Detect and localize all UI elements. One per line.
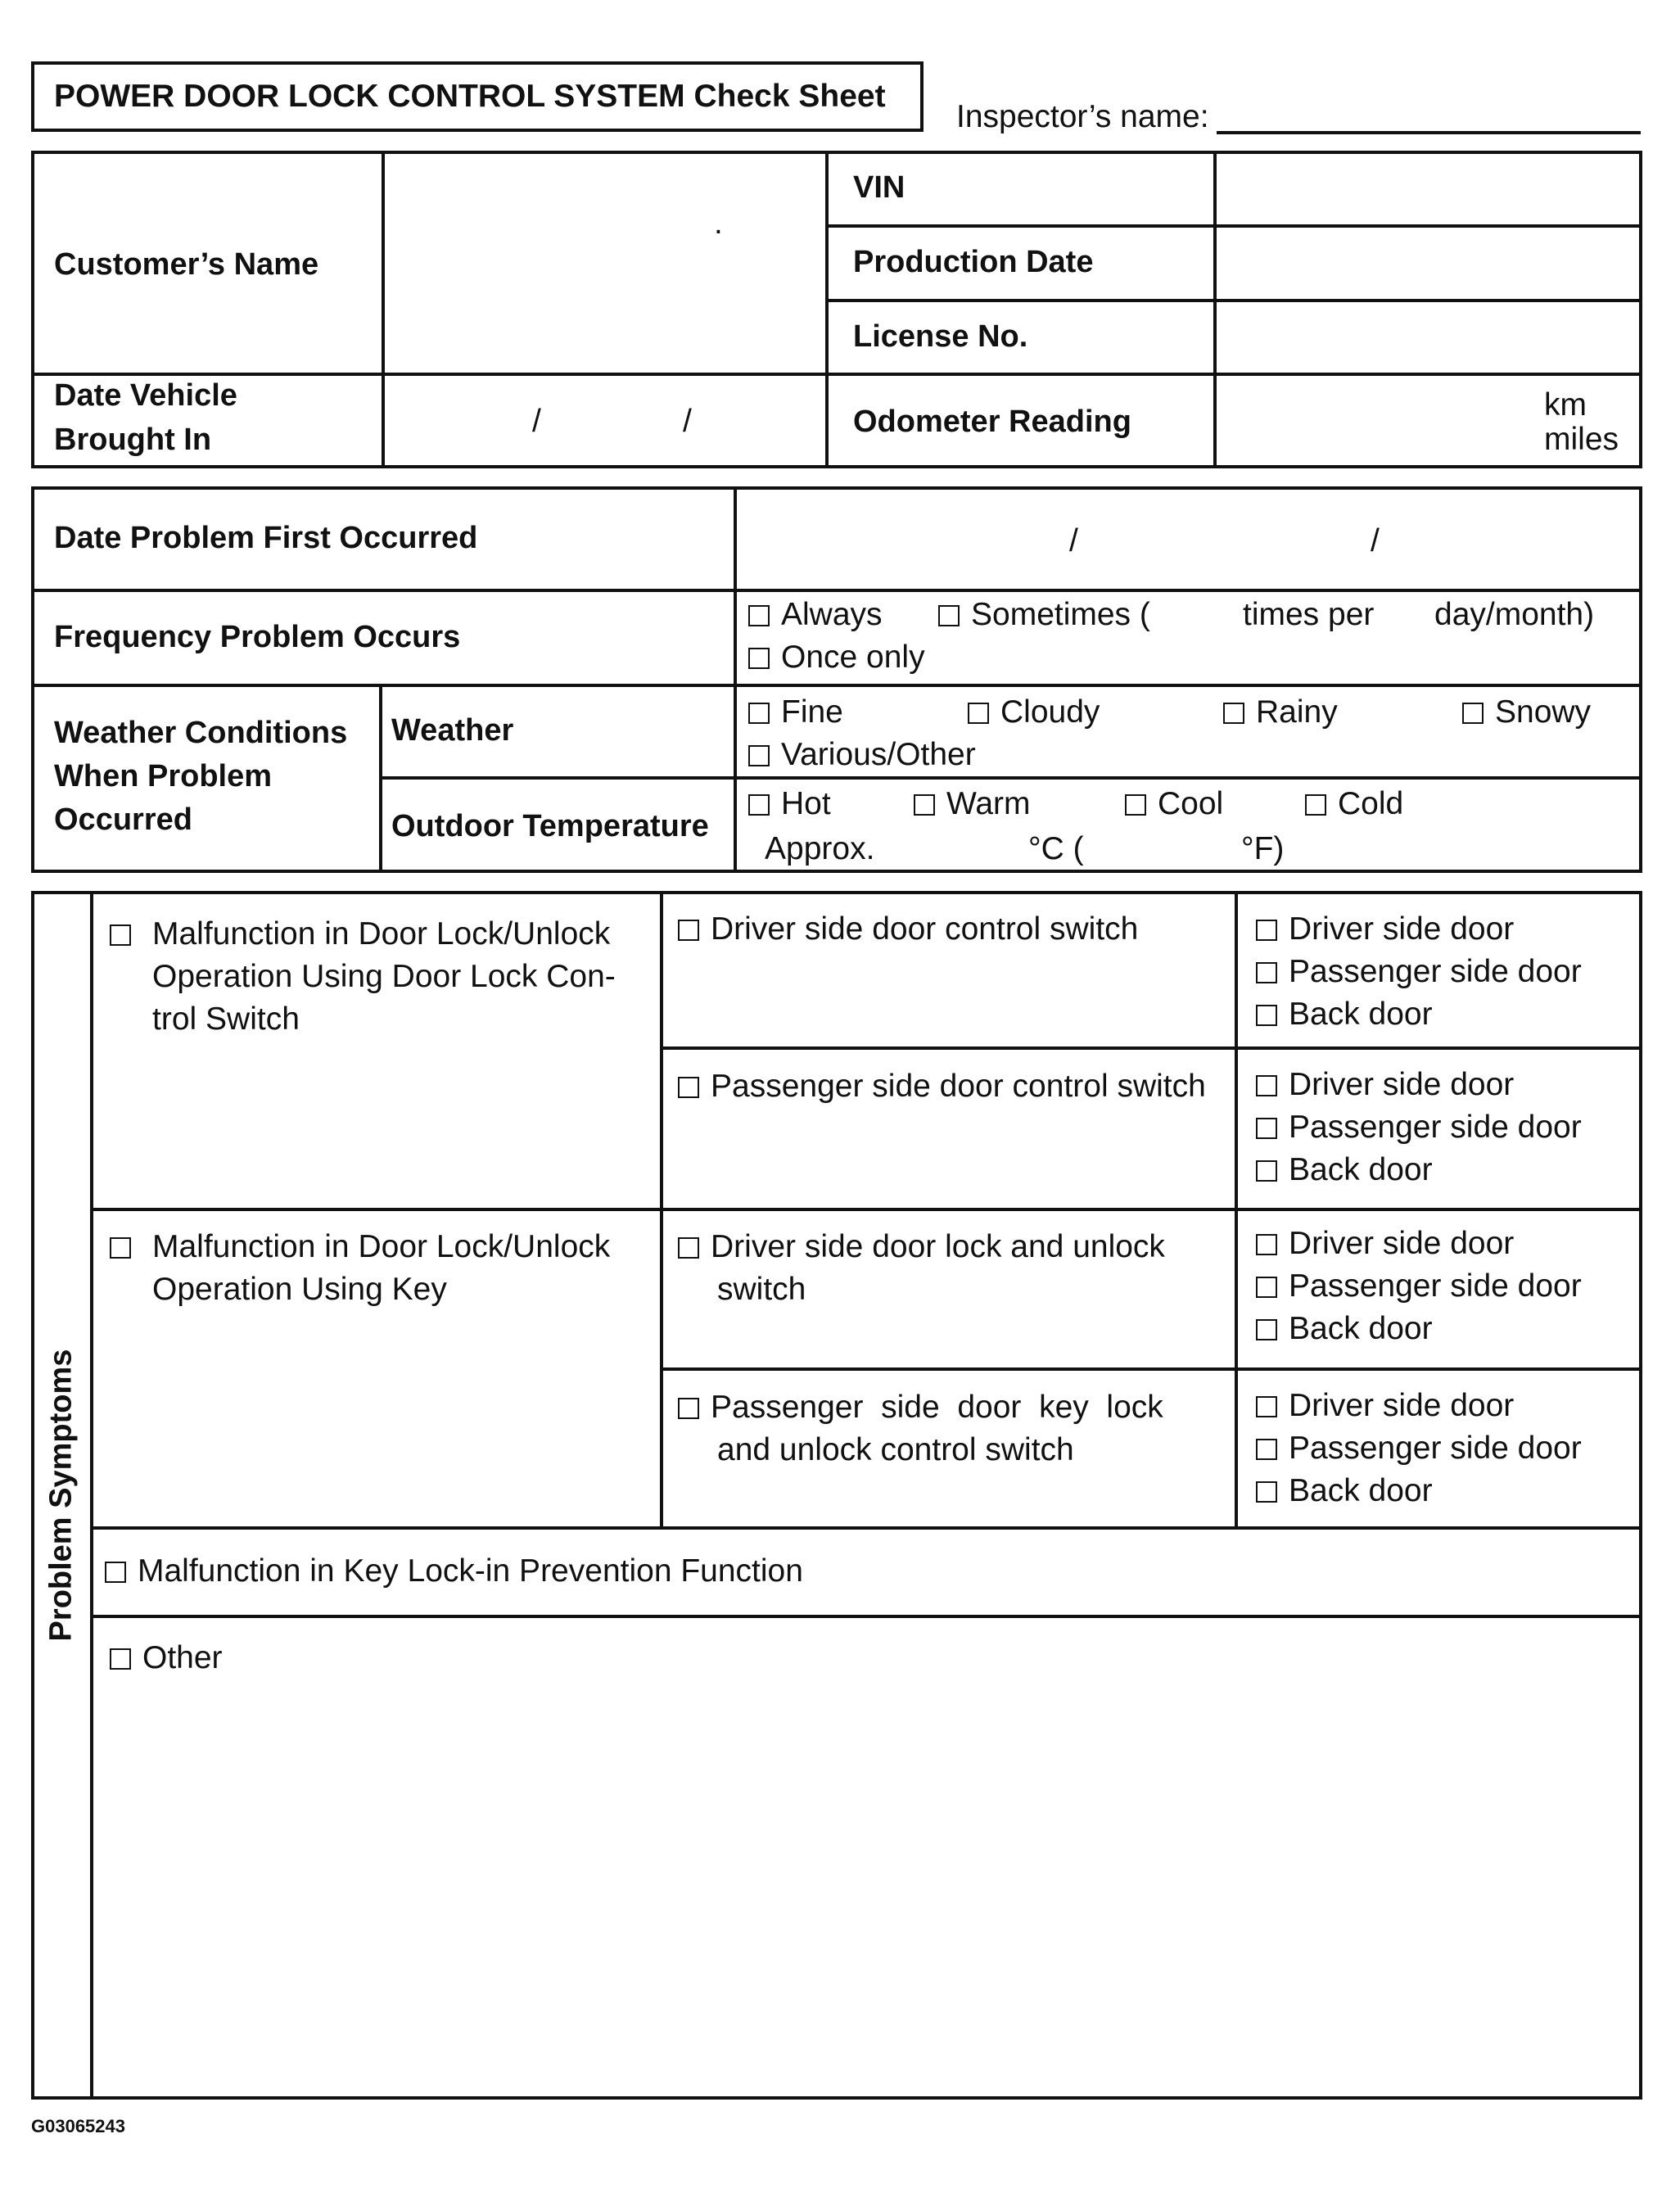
- date-brought-in-label-2: Brought In: [54, 423, 212, 457]
- door-option-back[interactable]: [1256, 1307, 1433, 1351]
- temp-fahrenheit-unit: °F): [1241, 831, 1285, 866]
- temp-fahrenheit-input[interactable]: [1099, 829, 1238, 870]
- weather-conditions-label: Weather Conditions: [54, 716, 348, 750]
- date-separator: /: [1371, 523, 1380, 558]
- switch-malfunction-line-1: Malfunction in Door Lock/Unlock: [152, 916, 611, 952]
- key-malfunction-checkbox[interactable]: [110, 1225, 142, 1269]
- date-brought-in-input[interactable]: [385, 376, 825, 465]
- checkbox-icon: [1256, 1075, 1277, 1096]
- option-label: Back door: [1289, 1473, 1433, 1508]
- option-label: Back door: [1289, 997, 1433, 1032]
- date-first-occurred-label: Date Problem First Occurred: [54, 521, 478, 555]
- checkbox-icon: [1256, 1118, 1277, 1139]
- weather-label: Weather: [391, 713, 514, 748]
- divider: [31, 684, 1642, 687]
- checkbox-icon: [1256, 1160, 1277, 1182]
- checkbox-icon: [678, 920, 699, 941]
- option-label: Cold: [1338, 786, 1404, 821]
- switch-malfunction-checkbox[interactable]: [110, 912, 142, 956]
- odometer-unit-miles[interactable]: miles: [1544, 422, 1619, 457]
- option-label: Driver side door: [1289, 1388, 1515, 1423]
- checkbox-icon: [748, 703, 770, 724]
- checkbox-icon: [1256, 1319, 1277, 1340]
- divider: [90, 1208, 1642, 1211]
- freq-times-per: times per: [1243, 597, 1375, 632]
- freq-sometimes-checkbox[interactable]: [938, 593, 1150, 637]
- temp-approx-label: Approx.: [765, 831, 875, 866]
- option-label: Other: [142, 1640, 223, 1675]
- divider: [379, 776, 1642, 780]
- figure-id: G03065243: [31, 2116, 125, 2136]
- inspector-name-input[interactable]: [1217, 88, 1641, 131]
- option-label: Back door: [1289, 1152, 1433, 1187]
- inspector-label: Inspector’s name:: [956, 99, 1209, 134]
- inspector-name-line: [1217, 131, 1641, 134]
- weather-conditions-label-3: Occurred: [54, 802, 192, 837]
- freq-once-checkbox[interactable]: [748, 635, 925, 680]
- page-title: POWER DOOR LOCK CONTROL SYSTEM Check Sheet: [54, 79, 886, 114]
- customer-name-dot: .: [714, 206, 723, 241]
- option-label: Driver side door control switch: [711, 911, 1139, 947]
- divider: [31, 589, 1642, 592]
- checkbox-icon: [1462, 703, 1484, 724]
- divider: [660, 1367, 1642, 1371]
- key-malfunction-line-1: Malfunction in Door Lock/Unlock: [152, 1229, 611, 1264]
- door-option-passenger[interactable]: [1256, 950, 1582, 994]
- option-label: Hot: [781, 786, 831, 821]
- freq-day-month: day/month): [1434, 597, 1595, 632]
- divider: [660, 1046, 1642, 1050]
- option-label: Back door: [1289, 1311, 1433, 1346]
- customer-name-label: Customer’s Name: [54, 247, 319, 282]
- option-label: Various/Other: [781, 737, 976, 772]
- other-checkbox[interactable]: [110, 1636, 223, 1680]
- checkbox-icon: [105, 1562, 126, 1583]
- weather-cloudy-checkbox[interactable]: [968, 690, 1100, 735]
- option-label: Passenger side door control switch: [711, 1069, 1206, 1104]
- checkbox-icon: [748, 648, 770, 669]
- vin-label: VIN: [853, 170, 905, 205]
- temp-hot-checkbox[interactable]: [748, 782, 831, 826]
- other-details-input[interactable]: [93, 1682, 1639, 2096]
- checkbox-icon: [110, 1237, 131, 1259]
- divider: [825, 151, 829, 468]
- door-option-passenger[interactable]: [1256, 1105, 1582, 1150]
- passenger-control-switch-checkbox[interactable]: [678, 1065, 1206, 1109]
- frequency-label: Frequency Problem Occurs: [54, 620, 461, 654]
- customer-name-input[interactable]: [385, 154, 825, 373]
- temp-warm-checkbox[interactable]: [914, 782, 1031, 826]
- option-label: Driver side door: [1289, 911, 1515, 947]
- door-option-driver[interactable]: [1256, 1063, 1514, 1107]
- checkbox-icon: [678, 1077, 699, 1098]
- date-brought-in-label: Date Vehicle: [54, 378, 237, 413]
- checkbox-icon: [1256, 1439, 1277, 1460]
- checkbox-icon: [1256, 1277, 1277, 1298]
- weather-fine-checkbox[interactable]: [748, 690, 843, 735]
- switch-malfunction-line-3: trol Switch: [152, 1001, 300, 1037]
- door-option-driver[interactable]: [1256, 1222, 1514, 1266]
- checkbox-icon: [1256, 920, 1277, 941]
- door-option-passenger[interactable]: [1256, 1426, 1582, 1471]
- problem-symptoms-label: Problem Symptoms: [43, 1349, 78, 1642]
- option-label: Driver side door lock and unlock: [711, 1229, 1165, 1264]
- odometer-input[interactable]: [1217, 376, 1528, 465]
- divider: [90, 1526, 1642, 1530]
- checkbox-icon: [110, 924, 131, 946]
- door-option-back[interactable]: [1256, 992, 1433, 1037]
- checkbox-icon: [914, 794, 935, 816]
- checkbox-icon: [1305, 794, 1326, 816]
- option-label: Driver side door: [1289, 1226, 1515, 1261]
- checkbox-icon: [1256, 1234, 1277, 1255]
- option-label: Always: [781, 597, 883, 632]
- door-option-back[interactable]: [1256, 1148, 1433, 1192]
- door-option-driver[interactable]: [1256, 1384, 1514, 1428]
- option-label: Passenger side door: [1289, 1110, 1582, 1145]
- switch-malfunction-line-2: Operation Using Door Lock Con-: [152, 959, 616, 994]
- option-label: Cloudy: [1000, 694, 1100, 730]
- temp-cold-checkbox[interactable]: [1305, 782, 1403, 826]
- date-separator: /: [683, 404, 692, 439]
- option-label: Driver side door: [1289, 1067, 1515, 1102]
- freq-always-checkbox[interactable]: [748, 593, 883, 637]
- checkbox-icon: [1256, 962, 1277, 983]
- checkbox-icon: [678, 1237, 699, 1259]
- production-date-label: Production Date: [853, 245, 1094, 279]
- key-lockin-checkbox[interactable]: [105, 1549, 803, 1593]
- option-label: Sometimes (: [971, 597, 1150, 632]
- door-option-driver[interactable]: [1256, 907, 1514, 952]
- checkbox-icon: [748, 605, 770, 626]
- checkbox-icon: [968, 703, 989, 724]
- divider: [90, 1615, 1642, 1618]
- temp-celsius-unit: °C (: [1028, 831, 1084, 866]
- weather-various-checkbox[interactable]: [748, 733, 976, 777]
- weather-snowy-checkbox[interactable]: [1462, 690, 1591, 735]
- odometer-unit-km[interactable]: km: [1544, 387, 1587, 423]
- option-label: Passenger side door: [1289, 1268, 1582, 1304]
- driver-key-switch-line-2: switch: [717, 1272, 806, 1307]
- option-label: Passenger side door: [1289, 954, 1582, 989]
- passenger-key-switch-line-2: and unlock control switch: [717, 1432, 1074, 1467]
- option-label: Warm: [946, 786, 1031, 821]
- production-date-input[interactable]: [1217, 228, 1639, 299]
- vin-input[interactable]: [1217, 154, 1639, 224]
- option-label: Passenger side door key lock: [711, 1390, 1163, 1425]
- key-malfunction-line-2: Operation Using Key: [152, 1272, 447, 1307]
- passenger-key-switch-checkbox[interactable]: [678, 1386, 1163, 1430]
- date-separator: /: [1069, 523, 1078, 558]
- outdoor-temperature-label: Outdoor Temperature: [391, 809, 709, 843]
- license-label: License No.: [853, 319, 1028, 354]
- date-first-occurred-input[interactable]: [737, 490, 1639, 589]
- freq-times-input[interactable]: [1167, 594, 1238, 635]
- checkbox-icon: [748, 745, 770, 766]
- door-option-passenger[interactable]: [1256, 1264, 1582, 1309]
- driver-control-switch-checkbox[interactable]: [678, 907, 1138, 952]
- checkbox-icon: [938, 605, 960, 626]
- option-label: Cool: [1158, 786, 1224, 821]
- driver-key-switch-checkbox[interactable]: [678, 1225, 1165, 1269]
- odometer-label: Odometer Reading: [853, 405, 1131, 439]
- option-label: Fine: [781, 694, 843, 730]
- checkbox-icon: [678, 1398, 699, 1419]
- checkbox-icon: [1256, 1481, 1277, 1503]
- checkbox-icon: [1256, 1005, 1277, 1026]
- temp-cool-checkbox[interactable]: [1125, 782, 1223, 826]
- checkbox-icon: [1256, 1396, 1277, 1417]
- checkbox-icon: [110, 1648, 131, 1670]
- checkbox-icon: [1125, 794, 1146, 816]
- option-label: Snowy: [1495, 694, 1592, 730]
- checkbox-icon: [1223, 703, 1244, 724]
- option-label: Malfunction in Key Lock-in Prevention Function: [138, 1553, 803, 1589]
- checkbox-icon: [748, 794, 770, 816]
- license-input[interactable]: [1217, 302, 1639, 373]
- weather-rainy-checkbox[interactable]: [1223, 690, 1338, 735]
- option-label: Once only: [781, 640, 925, 675]
- date-separator: /: [532, 404, 541, 439]
- option-label: Rainy: [1256, 694, 1338, 730]
- door-option-back[interactable]: [1256, 1469, 1433, 1513]
- option-label: Passenger side door: [1289, 1431, 1582, 1466]
- temp-celsius-input[interactable]: [892, 829, 1023, 870]
- weather-conditions-label-2: When Problem: [54, 759, 273, 793]
